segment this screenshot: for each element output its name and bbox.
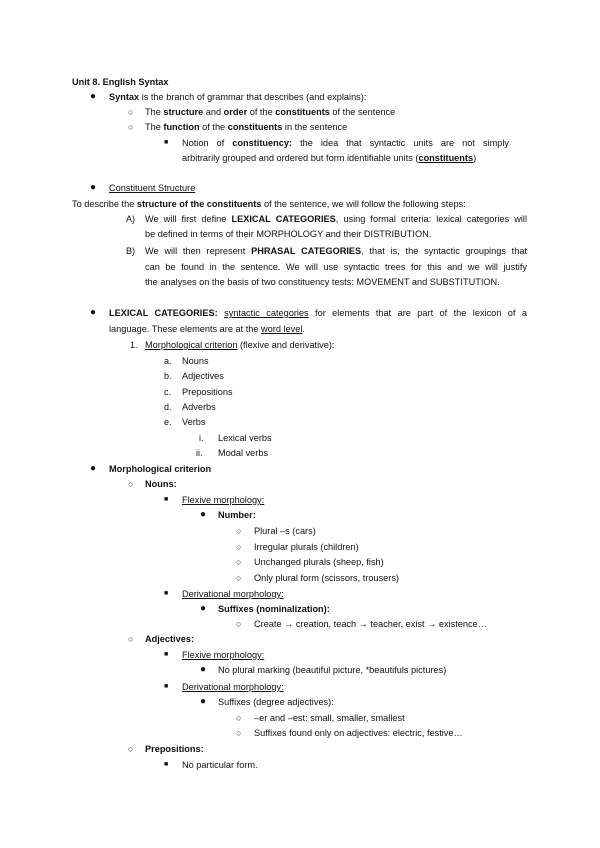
numbered-marker: 1. bbox=[130, 340, 138, 350]
bullet-dot-icon: ● bbox=[200, 509, 207, 520]
adjective-suffix-item: –er and –est: small, smaller, smallest bbox=[254, 713, 405, 723]
bullet-circle-icon: ○ bbox=[128, 634, 134, 644]
bullet-square-icon: ■ bbox=[164, 761, 169, 768]
category-item: Adjectives bbox=[182, 371, 224, 381]
adjective-suffix-item: Suffixes found only on adjectives: electric, festive… bbox=[254, 728, 463, 738]
prepositions-item: No particular form. bbox=[182, 760, 258, 770]
morphological-criterion-heading: Morphological criterion bbox=[109, 464, 212, 474]
bullet-circle-icon: ○ bbox=[236, 573, 242, 583]
nouns-heading: Nouns: bbox=[145, 479, 177, 489]
category-item: Nouns bbox=[182, 356, 209, 366]
adjectives-flexive-morphology: Flexive morphology: bbox=[182, 650, 265, 660]
constituent-structure-heading: Constituent Structure bbox=[109, 183, 196, 193]
list-marker: d. bbox=[164, 402, 172, 412]
bullet-square-icon: ■ bbox=[164, 139, 169, 146]
prepositions-heading: Prepositions: bbox=[145, 744, 204, 754]
describe-sentence: To describe the structure of the constituents of the sentence, we will follow the following steps: bbox=[72, 199, 466, 209]
list-marker: i. bbox=[199, 433, 204, 443]
step-a-line2: be defined in terms of their MORPHOLOGY and their DISTRIBUTION. bbox=[145, 229, 432, 239]
notion-of-constituency-cont: arbitrarily grouped and ordered but form identifiable units (constituents) bbox=[182, 153, 477, 163]
bullet-circle-icon: ○ bbox=[128, 744, 134, 754]
bullet-dot-icon: ● bbox=[200, 603, 207, 614]
number-item: Plural –s (cars) bbox=[254, 526, 316, 536]
list-marker: b. bbox=[164, 371, 172, 381]
adjectives-derivational-morphology: Derivational morphology: bbox=[182, 682, 284, 692]
syntax-point-structure: The structure and order of the constituents of the sentence bbox=[145, 107, 396, 117]
bullet-circle-icon: ○ bbox=[128, 107, 134, 117]
category-item: Verbs bbox=[182, 417, 206, 427]
bullet-circle-icon: ○ bbox=[236, 526, 242, 536]
number-item: Irregular plurals (children) bbox=[254, 542, 359, 552]
bullet-circle-icon: ○ bbox=[236, 728, 242, 738]
nouns-flexive-morphology: Flexive morphology: bbox=[182, 495, 265, 505]
adjectives-heading: Adjectives: bbox=[145, 634, 195, 644]
suffix-item: Create → creation, teach → teacher, exist → existence… bbox=[254, 619, 487, 629]
step-a-marker: A) bbox=[126, 214, 135, 224]
bullet-circle-icon: ○ bbox=[236, 713, 242, 723]
bullet-dot-icon: ● bbox=[90, 91, 97, 102]
nouns-number: Number: bbox=[218, 510, 256, 520]
bullet-circle-icon: ○ bbox=[128, 122, 134, 132]
list-marker: ii. bbox=[196, 448, 203, 458]
bullet-circle-icon: ○ bbox=[236, 557, 242, 567]
step-b-line3: the analyses on the basis of two constituency tests: MOVEMENT and SUBSTITUTION. bbox=[145, 277, 500, 287]
bullet-square-icon: ■ bbox=[164, 496, 169, 503]
lexical-categories-definition: LEXICAL CATEGORIES: syntactic categories for elements that are part of the lexicon of a bbox=[109, 308, 527, 318]
morphological-criterion-numbered: Morphological criterion (flexive and derivative): bbox=[145, 340, 335, 350]
bullet-square-icon: ■ bbox=[164, 683, 169, 690]
bullet-circle-icon: ○ bbox=[236, 542, 242, 552]
adjectives-flexive-item: No plural marking (beautiful picture, *beautifuls pictures) bbox=[218, 665, 447, 675]
bullet-dot-icon: ● bbox=[200, 664, 207, 675]
bullet-circle-icon: ○ bbox=[236, 619, 242, 629]
nouns-derivational-morphology: Derivational morphology: bbox=[182, 589, 284, 599]
category-item: Adverbs bbox=[182, 402, 216, 412]
step-b-line2: can be found in the sentence. We will use syntactic trees for this and we will justify bbox=[145, 262, 527, 272]
lexical-categories-cont: language. These elements are at the word level. bbox=[109, 324, 305, 334]
bullet-dot-icon: ● bbox=[200, 696, 207, 707]
verb-item: Lexical verbs bbox=[218, 433, 272, 443]
verb-item: Modal verbs bbox=[218, 448, 269, 458]
syntax-definition: Syntax is the branch of grammar that describes (and explains): bbox=[109, 92, 367, 102]
step-a-line1: We will first define LEXICAL CATEGORIES, using formal criteria: lexical categories will bbox=[145, 214, 528, 224]
bullet-dot-icon: ● bbox=[90, 307, 97, 318]
list-marker: e. bbox=[164, 417, 172, 427]
bullet-dot-icon: ● bbox=[90, 463, 97, 474]
nouns-suffixes: Suffixes (nominalization): bbox=[218, 604, 330, 614]
adjectives-suffixes: Suffixes (degree adjectives): bbox=[218, 697, 334, 707]
bullet-square-icon: ■ bbox=[164, 590, 169, 597]
number-item: Only plural form (scissors, trousers) bbox=[254, 573, 399, 583]
bullet-square-icon: ■ bbox=[164, 651, 169, 658]
bullet-circle-icon: ○ bbox=[128, 479, 134, 489]
unit-title: Unit 8. English Syntax bbox=[72, 77, 169, 87]
notion-of-constituency: Notion of constituency: the idea that syntactic units are not simply bbox=[182, 138, 509, 148]
category-item: Prepositions bbox=[182, 387, 233, 397]
step-b-line1: We will then represent PHRASAL CATEGORIES, that is, the syntactic groupings that bbox=[145, 246, 528, 256]
syntax-point-function: The function of the constituents in the sentence bbox=[145, 122, 348, 132]
list-marker: a. bbox=[164, 356, 172, 366]
bullet-dot-icon: ● bbox=[90, 182, 97, 193]
number-item: Unchanged plurals (sheep, fish) bbox=[254, 557, 384, 567]
list-marker: c. bbox=[164, 387, 172, 397]
step-b-marker: B) bbox=[126, 246, 135, 256]
